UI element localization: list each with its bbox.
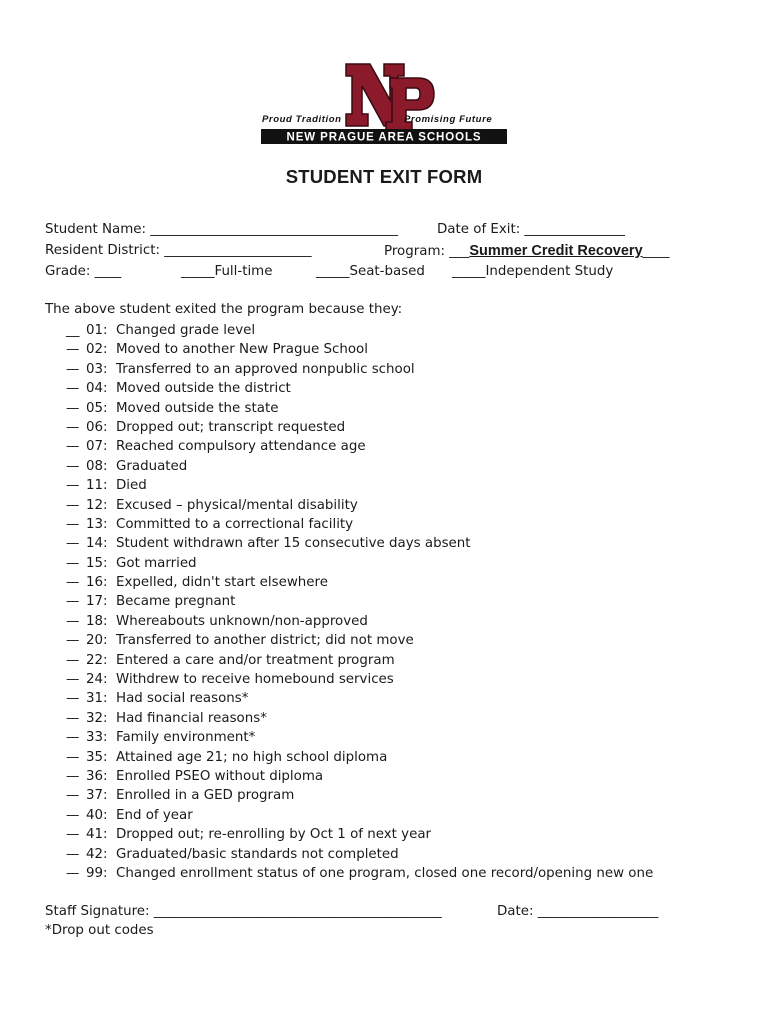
reason-check-blank[interactable]: — xyxy=(66,633,80,649)
exit-reason-item[interactable] xyxy=(66,379,653,398)
reason-code: 15: xyxy=(86,555,108,571)
reason-check-blank[interactable]: — xyxy=(66,865,80,881)
logo-school-name: NEW PRAGUE AREA SCHOOLS xyxy=(286,131,482,144)
reason-check-blank[interactable]: — xyxy=(66,381,80,397)
reason-check-blank[interactable]: — xyxy=(66,516,80,532)
reason-text: Moved to another New Prague School xyxy=(116,342,368,358)
exit-reason-item[interactable] xyxy=(66,767,653,786)
exit-reason-item[interactable] xyxy=(66,670,653,689)
reason-text: Withdrew to receive homebound services xyxy=(116,672,394,688)
exit-reason-item[interactable] xyxy=(66,515,653,534)
reason-code: 42: xyxy=(86,846,108,862)
exit-reasons-list xyxy=(66,321,653,883)
reason-text: Committed to a correctional facility xyxy=(116,516,354,532)
reason-code: 41: xyxy=(86,827,108,843)
exit-reason-item[interactable] xyxy=(66,631,653,650)
exit-reason-item[interactable] xyxy=(66,786,653,805)
reason-check-blank[interactable]: — xyxy=(66,691,80,707)
reason-code: 03: xyxy=(86,361,108,377)
reason-text: Changed grade level xyxy=(116,323,256,338)
fulltime-option[interactable]: _____Full-time xyxy=(181,264,273,279)
exit-reason-item[interactable] xyxy=(66,360,653,379)
reason-check-blank[interactable]: — xyxy=(66,361,80,377)
reason-text: Attained age 21; no high school diploma xyxy=(116,749,388,765)
exit-reason-item[interactable] xyxy=(66,845,653,864)
reason-text: Dropped out; transcript requested xyxy=(116,419,346,435)
reason-check-blank[interactable]: — xyxy=(66,497,80,513)
program-lead-blank: ___ xyxy=(449,244,470,259)
exit-reason-item[interactable] xyxy=(66,806,653,825)
resident-district-field[interactable]: Resident District: ______________________ xyxy=(45,243,312,258)
reason-text: End of year xyxy=(116,807,193,823)
reason-text: Moved outside the district xyxy=(116,381,291,397)
student-name-field[interactable]: Student Name: _____________________________________ xyxy=(45,222,398,237)
exit-reason-item[interactable] xyxy=(66,496,653,515)
reason-text: Family environment* xyxy=(116,730,256,746)
exit-reason-item[interactable] xyxy=(66,399,653,418)
reason-code: 37: xyxy=(86,788,108,804)
reason-code: 01: xyxy=(86,323,108,338)
signature-date-field[interactable]: Date: __________________ xyxy=(497,904,659,919)
reason-text: Changed enrollment status of one program, closed one record/opening new one xyxy=(116,865,654,881)
reason-text: Excused – physical/mental disability xyxy=(116,497,358,513)
reason-code: 11: xyxy=(86,478,108,494)
exit-reason-item[interactable] xyxy=(66,573,653,592)
reason-text: Graduated/basic standards not completed xyxy=(116,846,399,862)
reason-text: Transferred to an approved nonpublic school xyxy=(116,361,415,377)
reason-text: Dropped out; re-enrolling by Oct 1 of next year xyxy=(116,827,432,843)
reason-code: 20: xyxy=(86,633,108,649)
exit-reason-item[interactable] xyxy=(66,748,653,767)
np-logo-graphic xyxy=(258,60,510,146)
reason-text: Enrolled PSEO without diploma xyxy=(116,768,324,784)
exit-reason-item[interactable] xyxy=(66,321,653,340)
exit-reason-item[interactable] xyxy=(66,534,653,553)
reason-code: 24: xyxy=(86,672,108,688)
reason-code: 31: xyxy=(86,691,108,707)
reason-code: 05: xyxy=(86,400,108,416)
reason-text: Died xyxy=(116,478,147,494)
reason-check-blank[interactable]: — xyxy=(66,439,80,455)
reason-text: Reached compulsory attendance age xyxy=(116,439,366,455)
reason-check-blank[interactable]: — xyxy=(66,594,80,610)
reason-text: Transferred to another district; did not move xyxy=(116,633,414,649)
independent-study-option[interactable]: _____Independent Study xyxy=(452,264,614,279)
exit-reason-item[interactable] xyxy=(66,437,653,456)
exit-reason-item[interactable] xyxy=(66,340,653,359)
grade-field[interactable]: Grade: ____ xyxy=(45,264,122,279)
reason-text: Had financial reasons* xyxy=(116,710,267,726)
reason-code: 06: xyxy=(86,419,108,435)
reason-code: 16: xyxy=(86,575,108,591)
reason-code: 04: xyxy=(86,381,108,397)
reason-check-blank[interactable]: __ xyxy=(66,323,80,338)
program-tail-blank: ____ xyxy=(642,244,670,259)
exit-reason-item[interactable] xyxy=(66,651,653,670)
reason-code: 99: xyxy=(86,865,108,881)
reason-code: 02: xyxy=(86,342,108,358)
program-label: Program: xyxy=(384,244,446,259)
exit-reason-item[interactable] xyxy=(66,689,653,708)
exit-reason-item[interactable] xyxy=(66,864,653,883)
reason-code: 40: xyxy=(86,807,108,823)
reason-check-blank[interactable]: — xyxy=(66,342,80,358)
reason-text: Student withdrawn after 15 consecutive days absent xyxy=(116,536,471,552)
reason-check-blank[interactable]: — xyxy=(66,788,80,804)
reason-check-blank[interactable]: — xyxy=(66,768,80,784)
reason-check-blank[interactable]: — xyxy=(66,419,80,435)
program-field[interactable] xyxy=(384,242,669,261)
reason-text: Whereabouts unknown/non-approved xyxy=(116,613,368,629)
reason-check-blank[interactable]: — xyxy=(66,458,80,474)
reason-check-blank[interactable]: — xyxy=(66,400,80,416)
exit-reason-item[interactable] xyxy=(66,709,653,728)
reason-code: 08: xyxy=(86,458,108,474)
staff-signature-field[interactable]: Staff Signature: ___________________________________________ xyxy=(45,904,442,919)
reason-check-blank[interactable]: — xyxy=(66,536,80,552)
exit-reason-item[interactable] xyxy=(66,476,653,495)
reason-check-blank[interactable]: — xyxy=(66,672,80,688)
reason-check-blank[interactable]: — xyxy=(66,710,80,726)
reason-check-blank[interactable]: — xyxy=(66,827,80,843)
seatbased-option[interactable]: _____Seat-based xyxy=(316,264,425,279)
form-title: STUDENT EXIT FORM xyxy=(285,166,483,187)
reason-code: 36: xyxy=(86,768,108,784)
school-logo xyxy=(258,60,510,146)
reason-code: 13: xyxy=(86,516,108,532)
logo-tagline-right: Promising Future xyxy=(404,114,493,125)
reason-code: 17: xyxy=(86,594,108,610)
reason-text: Enrolled in a GED program xyxy=(116,788,295,804)
logo-tagline-left: Proud Tradition xyxy=(262,114,342,125)
reason-text: Entered a care and/or treatment program xyxy=(116,652,395,668)
reason-code: 07: xyxy=(86,439,108,455)
reason-code: 33: xyxy=(86,730,108,746)
reason-code: 18: xyxy=(86,613,108,629)
reason-check-blank[interactable]: — xyxy=(66,652,80,668)
dropout-footnote: *Drop out codes xyxy=(45,923,154,938)
exit-reason-item[interactable] xyxy=(66,457,653,476)
exit-reason-item[interactable] xyxy=(66,418,653,437)
reasons-intro: The above student exited the program because they: xyxy=(45,302,403,317)
exit-reason-item[interactable] xyxy=(66,592,653,611)
reason-check-blank[interactable]: — xyxy=(66,846,80,862)
exit-reason-item[interactable] xyxy=(66,554,653,573)
reason-text: Had social reasons* xyxy=(116,691,249,707)
reason-code: 32: xyxy=(86,710,108,726)
reason-code: 12: xyxy=(86,497,108,513)
reason-text: Became pregnant xyxy=(116,594,236,610)
reason-code: 35: xyxy=(86,749,108,765)
reason-text: Got married xyxy=(116,555,197,571)
reason-text: Graduated xyxy=(116,458,188,474)
reason-check-blank[interactable]: — xyxy=(66,749,80,765)
reason-code: 14: xyxy=(86,536,108,552)
reason-check-blank[interactable]: — xyxy=(66,575,80,591)
exit-reason-item[interactable] xyxy=(66,728,653,747)
exit-reason-item[interactable] xyxy=(66,612,653,631)
reason-check-blank[interactable]: — xyxy=(66,613,80,629)
reason-check-blank[interactable]: — xyxy=(66,807,80,823)
reason-code: 22: xyxy=(86,652,108,668)
reason-check-blank[interactable]: — xyxy=(66,478,80,494)
reason-text: Moved outside the state xyxy=(116,400,279,416)
date-of-exit-field[interactable]: Date of Exit: _______________ xyxy=(437,222,625,237)
reason-check-blank[interactable]: — xyxy=(66,730,80,746)
reason-text: Expelled, didn't start elsewhere xyxy=(116,575,328,591)
reason-check-blank[interactable]: — xyxy=(66,555,80,571)
exit-reason-item[interactable] xyxy=(66,825,653,844)
program-value: Summer Credit Recovery xyxy=(469,243,643,259)
